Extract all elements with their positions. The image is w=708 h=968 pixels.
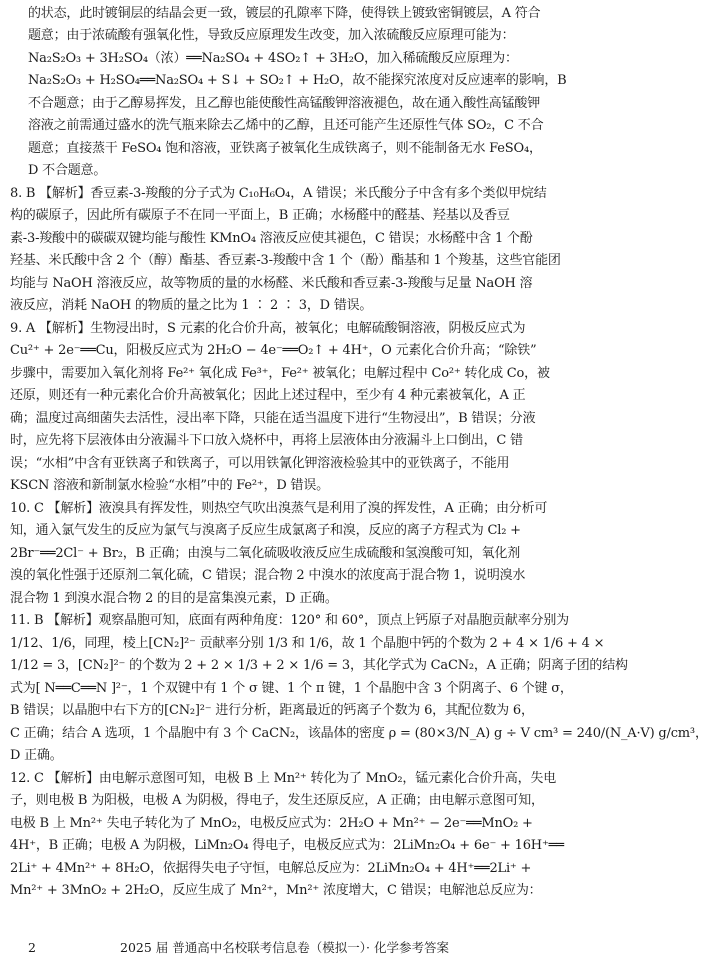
answer-9-line: 还原，则还有一种元素化合价升高被氧化；因此上述过程中，至少有 4 种元素被氧化，A 正 (10, 388, 526, 403)
answer-8-line: 8. B 【解析】香豆素-3-羧酸的分子式为 C₁₀H₆O₄，A 错误；米氏酸分子中含有多个类似甲烷结 (10, 186, 547, 201)
text-line: 不合题意；由于乙醇易挥发，且乙醇也能使酸性高锰酸钾溶液褪色，故在通入酸性高锰酸钾 (28, 96, 541, 111)
answer-12-line: 2Li⁺ + 4Mn²⁺ + 8H₂O，依据得失电子守恒，电解总反应为：2LiMn₂O₄ + 4H⁺══2Li⁺ + (10, 861, 532, 876)
answer-9-line: 确；温度过高细菌失去活性，浸出率下降，只能在适当温度下进行“生物浸出”，B 错误；分液 (10, 411, 536, 426)
text-line: 的状态，此时镀铜层的结晶会更一致，镀层的孔隙率下降，使得铁上镀致密铜镀层，A 符合 (28, 6, 541, 21)
answer-11-line: 1/12、1/6，同理，棱上[CN₂]²⁻ 贡献率分别 1/3 和 1/6，故 1 个晶胞中钙的个数为 2 + 4 × 1/6 + 4 × (10, 636, 605, 651)
answer-12-line: 4H⁺，B 正确；电极 A 为阴极，LiMn₂O₄ 得电子，电极反应式为：2LiMn₂O₄ + 6e⁻ + 16H⁺══ (10, 838, 564, 853)
answer-9-line: 时，应先将下层液体由分液漏斗下口放入烧杯中，再将上层液体由分液漏斗上口倒出，C 错 (10, 433, 523, 448)
answer-10-line: 知，通入氯气发生的反应为氯气与溴离子反应生成氯离子和溴，反应的离子方程式为 Cl₂ + (10, 523, 521, 538)
answer-11-line: B 错误；以晶胞中右下方的[CN₂]²⁻ 进行分析，距离最近的钙离子个数为 6，其配位数为 6， (10, 703, 534, 718)
answer-9-line: Cu²⁺ + 2e⁻══Cu，阳极反应式为 2H₂O − 4e⁻══O₂↑ + 4H⁺，O 元素化合价升高；“除铁” (10, 343, 537, 358)
answer-11-line: 1/12 = 3，[CN₂]²⁻ 的个数为 2 + 2 × 1/3 + 2 × 1/6 = 3，其化学式为 CaCN₂，A 正确；阴离子团的结构 (10, 658, 628, 673)
text-line: Na₂S₂O₃ + H₂SO₄══Na₂SO₄ + S↓ + SO₂↑ + H₂O，故不能探究浓度对反应速率的影响，B (28, 73, 567, 88)
text-line: 溶液之前需通过盛水的洗气瓶来除去乙烯中的乙醇，且还可能产生还原性气体 SO₂，C 不合 (28, 118, 544, 133)
answer-12-line: Mn²⁺ + 3MnO₂ + 2H₂O，反应生成了 Mn²⁺，Mn²⁺ 浓度增大，C 错误；电解池总反应为： (10, 883, 542, 898)
text-line: 题意；直接蒸干 FeSO₄ 饱和溶液，亚铁离子被氧化生成铁离子，则不能制备无水 FeSO₄， (28, 141, 542, 156)
answer-12-line: 12. C 【解析】由电解示意图可知，电极 B 上 Mn²⁺ 转化为了 MnO₂，锰元素化合价升高，失电 (10, 771, 557, 786)
answer-11-line: D 正确。 (10, 748, 63, 763)
text-line: Na₂S₂O₃ + 3H₂SO₄（浓）══Na₂SO₄ + 4SO₂↑ + 3H₂O，加入稀硫酸反应原理为： (28, 51, 518, 66)
text-line: D 不合题意。 (28, 163, 107, 178)
answer-10-line: 2Br⁻══2Cl⁻ + Br₂，B 正确；由溴与二氧化硫吸收液反应生成硫酸和氢溴酸可知，氧化剂 (10, 546, 521, 561)
answer-8-line: 均能与 NaOH 溶液反应，故等物质的量的水杨醛、米氏酸和香豆素-3-羧酸与足量 NaOH 溶 (10, 276, 533, 291)
answer-10-line: 10. C 【解析】液溴具有挥发性，则热空气吹出溴蒸气是利用了溴的挥发性，A 正确；由分析可 (10, 501, 548, 516)
answer-9-line: 9. A 【解析】生物浸出时，S 元素的化合价升高，被氧化；电解硫酸铜溶液，阴极反应式为 (10, 321, 526, 336)
answer-9-line: 步骤中，需要加入氧化剂将 Fe²⁺ 氧化成 Fe³⁺，Fe²⁺ 被氧化；电解过程中 Co²⁺ 转化成 Co，被 (10, 366, 550, 381)
page-number: 2 (28, 940, 36, 955)
answer-12-line: 电极 B 上 Mn²⁺ 失电子转化为了 MnO₂，电极反应式为：2H₂O + Mn²⁺ − 2e⁻══MnO₂ + (10, 816, 533, 831)
answer-11-line: C 正确；结合 A 选项，1 个晶胞中有 3 个 CaCN₂，该晶体的密度 ρ = (80×3/N_A) g ÷ V cm³ = 240/(N_A·V) g/cm³， (10, 726, 708, 741)
answer-11-line: 式为[ N══C══N ]²⁻，1 个双键中有 1 个 σ 键、1 个 π 键，1 个晶胞中含 3 个阴离子、6 个键 σ， (10, 681, 573, 696)
answer-8-line: 羟基、米氏酸中含 2 个（醇）酯基、香豆素-3-羧酸中含 1 个（酚）酯基和 1 个羧基，这些官能团 (10, 253, 561, 268)
answer-10-line: 溴的氧化性强于还原剂二氧化硫，C 错误；混合物 2 中溴水的浓度高于混合物 1，说明溴水 (10, 568, 526, 583)
answer-9-line: KSCN 溶液和新制氯水检验“水相”中的 Fe²⁺，D 错误。 (10, 478, 329, 493)
answer-12-line: 子，则电极 B 为阳极，电极 A 为阴极，得电子，发生还原反应，A 正确；由电解示意图可知， (10, 793, 544, 808)
answer-8-line: 液反应，消耗 NaOH 的物质的量之比为 1 ∶ 2 ∶ 3，D 错误。 (10, 298, 373, 313)
text-line: 题意；由于浓硫酸有强氧化性，导致反应原理发生改变，加入浓硫酸反应原理可能为： (28, 28, 515, 43)
answer-8-line: 素-3-羧酸中的碳碳双键均能与酸性 KMnO₄ 溶液反应使其褪色，C 错误；水杨醛中含 1 个酚 (10, 231, 533, 246)
answer-11-line: 11. B 【解析】观察晶胞可知，底面有两种角度：120° 和 60°，顶点上钙原子对晶胞贡献率分别为 (10, 613, 569, 628)
answer-10-line: 混合物 1 到溴水混合物 2 的目的是富集溴元素，D 正确。 (10, 591, 338, 606)
answer-9-line: 误；“水相”中含有亚铁离子和铁离子，可以用铁氰化钾溶液检验其中的亚铁离子，不能用 (10, 456, 510, 471)
answer-8-line: 构的碳原子，因此所有碳原子不在同一平面上，B 正确；水杨醛中的醛基、羟基以及香豆 (10, 208, 510, 223)
footer-title: 2025 届 普通高中名校联考信息卷（模拟一）· 化学参考答案 (120, 940, 449, 955)
